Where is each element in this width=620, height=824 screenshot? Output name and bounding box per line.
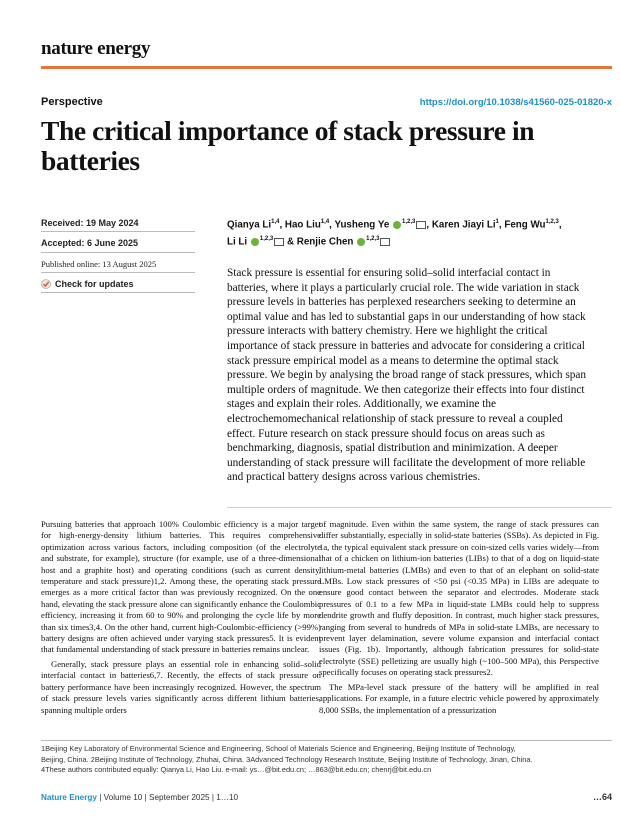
author-name: Karen Jiayi Li — [431, 219, 496, 231]
header-rule — [41, 66, 612, 69]
page-number: …64 — [592, 792, 612, 802]
email-icon[interactable] — [274, 238, 284, 246]
email-icon[interactable] — [416, 221, 426, 229]
orcid-icon[interactable] — [393, 221, 401, 229]
author-name: Hao Liu — [284, 219, 321, 231]
check-updates-label: Check for updates — [55, 279, 134, 289]
orcid-icon[interactable] — [357, 238, 365, 246]
check-for-updates-button[interactable] — [41, 279, 134, 289]
author-name: Yusheng Ye — [334, 219, 390, 231]
author-name: Li Li — [227, 236, 248, 248]
divider — [41, 272, 195, 273]
author-affiliation: 1,4 — [320, 219, 330, 225]
body-paragraph: of magnitude. Even within the same system, the range of stack pressures can differ substantially, especially in solid-state batteries (SSBs). As depicted in Fig. 1a, the typical equivalent stack pressure on coin-sized cells varies widely—from that of a chicken on lithium-ion batteries (LIBs) to that of a dog on liquid-state lithium-metal batteries (LMBs) and even to that of an elephant on solid-state LMBs. Low stack pressures of <50 psi (<0.35 MPa) in LIBs are adequate to ensure good contact between the separator and electrodes. Moderate stack pressures of 0.1 to a few MPa in liquid-state LMBs could help to suppress dendrite growth and fluffy deposition. In contrast, much higher stack pressures, ranging from several to hundreds of MPa in solid-state LMBs, are necessary to prevent layer delamination, severe volume expansion and interfacial contact issues (Fig. 1b). Importantly, although fabrication pressures for solid-state electrolyte (SSE) pelletizing are usually high (~100–500 MPa), this Perspective specifically focuses on operating stack pressures2. — [319, 519, 599, 678]
author-affiliation: 1,4 — [271, 219, 280, 225]
body-paragraph: Pursuing batteries that approach 100% Coulombic efficiency is a major target for high-energy-density lithium batteries. This requires comprehensive optimization across various factors, including composition (of the electrolyte and substrate, for example), structure (for example, use of a three-dimensional host and a graphite host) and operating conditions (such as current density, temperature and stack pressure)1,2. Among these, the operating stack pressure emerges as a more critical factor than was previously recognized. On the one hand, elevating the stack pressure alone can significantly enhance the Coulombic efficiency, increasing it from 60 to 90% and prolonging the cycle life by more than six times3,4. On the other hand, current high-Coulombic-efficiency (>99%) battery designs are often achieved under varying stack pressures5. It is evident that fundamental understanding of stack pressure in batteries remains unclear. — [41, 519, 321, 655]
body-column-right — [319, 519, 599, 716]
author-name: Renjie Chen — [296, 236, 354, 248]
footnotes — [41, 744, 612, 776]
body-paragraph: The MPa-level stack pressure of the battery will be amplified in real applications. For example, in a future electric vehicle powered by approximately 8,000 SSBs, the implementation of a pressurization — [319, 681, 599, 715]
divider — [41, 252, 195, 253]
footer-journal: Nature Energy — [41, 793, 97, 802]
page-footer — [41, 793, 238, 802]
divider — [41, 231, 195, 232]
author-affiliation: 1 — [495, 219, 499, 225]
body-column-left — [41, 519, 321, 716]
footnote-line: 1Beijing Key Laboratory of Environmental Science and Engineering, School of Materials Science and Engineering, Beijing Institute of Technology, — [41, 744, 516, 753]
footnote-line: Beijing, China. 2Beijing Institute of Technology, Zhuhai, China. 3Advanced Technology Research Institute, Beijing Institute of Technology, Jinan, China. — [41, 754, 533, 764]
email-icon[interactable] — [380, 238, 390, 246]
author-name: Feng Wu — [504, 219, 546, 231]
doi-link[interactable]: https://doi.org/10.1038/s41560-025-01820-x — [419, 97, 612, 108]
footnote-divider — [41, 740, 612, 741]
author-name: Qianya Li — [227, 219, 272, 231]
article-title: The critical importance of stack pressure in batteries — [41, 115, 535, 176]
author-list: Qianya Li$^{1,4}$, Hao Liu$^{1,4}$, Yusheng Ye $^{1,2,3}$ , Karen Jiayi Li$^1$, Feng Wu$^{1,2,3}$, Li Li $^{1,2,3}$ & Renjie Chen $^{1,2,3}$ — [227, 219, 562, 248]
check-updates-icon — [41, 279, 51, 289]
footer-volume: | Volume 10 | September 2025 | 1…10 — [96, 793, 239, 802]
divider — [41, 292, 195, 293]
journal-name: nature energy — [41, 38, 151, 59]
author-affiliation: 1,2,3 — [402, 219, 416, 225]
author-affiliation: 1,2,3 — [545, 219, 559, 225]
abstract-divider — [227, 507, 612, 508]
author-affiliation: 1,2,3 — [259, 236, 274, 243]
published-date: Published online: 13 August 2025 — [41, 259, 157, 269]
orcid-icon[interactable] — [251, 238, 259, 246]
abstract: Stack pressure is essential for ensuring solid–solid interfacial contact in batteries, where it plays a particularly crucial role. The wide variation in stack pressure levels in batteries has perplexed researchers seeking to determine an optimal value and has led to substantial gaps in our understanding of how stack pressure interacts with battery chemistry. Here we highlight the critical importance of stack pressure in batteries and advocate for considering a critical stack pressure empirical model as a means to determine the optimal stack pressure. We begin by analysing the broad range of stack pressures, which span multiple orders of magnitude. We then categorize their effects into four distinct stages and explain their roles. Additionally, we examine the electrochemomechanical relationship of stack pressure to reveal a coupled effect. Future research on stack pressure should focus on areas such as benchmarking, diagnosis, spatial distribution and minimization. A deeper understanding of stack pressure will facilitate the development of more reliable and practical battery designs across various chemistries. — [227, 267, 587, 484]
article-type: Perspective — [41, 96, 103, 108]
body-paragraph: Generally, stack pressure plays an essential role in enhancing solid–solid interfacial contact in batteries6,7. Recently, the effects of stack pressure on battery performance have been increasingly recognized. However, the spectrum of stack pressure levels varies significantly across different lithium batteries, spanning multiple orders — [41, 658, 321, 715]
footnote-line: 4These authors contributed equally: Qianya Li, Hao Liu. e-mail: ys…@bit.edu.cn; …863@bit.edu.cn; chenrj@bit.edu.cn — [41, 765, 432, 774]
received-date: Received: 19 May 2024 — [41, 218, 139, 228]
author-affiliation: 1,2,3 — [366, 236, 380, 243]
accepted-date: Accepted: 6 June 2025 — [41, 238, 139, 248]
